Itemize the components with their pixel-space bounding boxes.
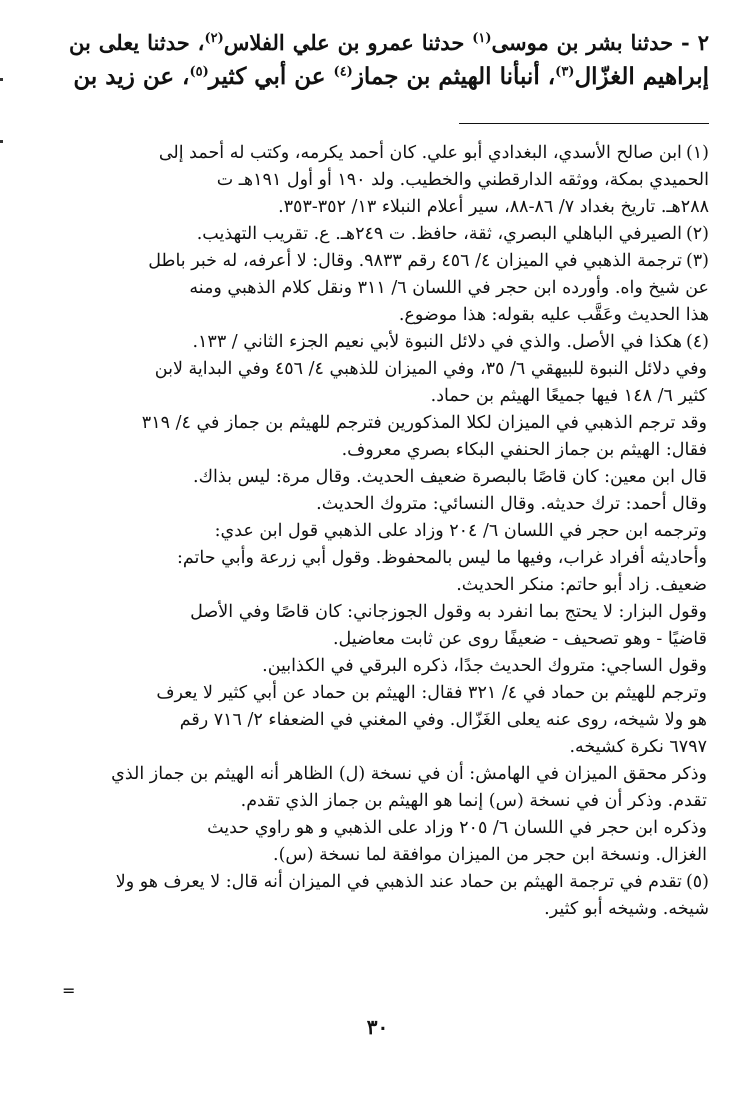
footnote-line: وقال أحمد: ترك حديثه. وقال النسائي: متروك الحديث. [316, 494, 707, 514]
footnote-line [67, 140, 709, 167]
footnote-paragraph [67, 680, 709, 761]
footnote-line [67, 221, 709, 248]
footnote-text: هكذا في الأصل. والذي في دلائل النبوة لأبي نعيم الجزء الثاني / ١٣٣. [192, 332, 682, 352]
footnote-line: هو ولا شيخه، روى عنه يعلى الغَزّال. وفي المغني في الضعفاء ٢/ ٧١٦ رقم [179, 710, 707, 730]
footnote-line: تقدم. وذكر أن في نسخة (س) إنما هو الهيثم بن جماز الذي تقدم. [240, 791, 707, 811]
footnote [67, 221, 709, 248]
footnote-number: (٥) [685, 872, 709, 892]
main-text-run: ، عن زيد بن [73, 63, 190, 90]
footnote-ref: (٤) [333, 64, 353, 80]
footnote-line: وقول الساجي: متروك الحديث جدًا، ذكره البرقي في الكذابين. [262, 656, 707, 676]
footnote-ref: (١) [472, 31, 492, 46]
footnote-line: فقال: الهيثم بن جماز الحنفي البكاء بصري معروف. [341, 440, 707, 460]
margin-mark [0, 140, 3, 143]
footnote-line [67, 302, 709, 329]
footnote-text: ابن صالح الأسدي، البغدادي أبو علي. كان أحمد يكرمه، وكتب له أحمد إلى [158, 143, 682, 163]
footnote-number: (٣) [685, 251, 709, 271]
footnote-line [67, 275, 709, 302]
main-text-run: إبراهيم الغزّال [574, 63, 709, 90]
footnote-text: ترجمة الذهبي في الميزان ٤/ ٤٥٦ رقم ٩٨٣٣. وقال: لا أعرفه، له خبر باطل [148, 251, 682, 271]
footnote-number: (٤) [685, 332, 709, 352]
footnote-line: ٦٧٩٧ نكرة كشيخه. [569, 737, 707, 757]
footnote-line: وفي دلائل النبوة للبيهقي ٦/ ٣٥، وفي الميزان للذهبي ٤/ ٤٥٦ وفي البداية لابن [154, 359, 707, 379]
footnote-line: وترجمه ابن حجر في اللسان ٦/ ٢٠٤ وزاد على الذهبي قول ابن عدي: [214, 521, 707, 541]
footnote-line: وأحاديثه أفراد غراب، وفيها ما ليس بالمحفوظ. وقول أبي زرعة وأبي حاتم: [177, 548, 707, 568]
footnote-text: هذا الحديث وعَقَّب عليه بقوله: هذا موضوع. [398, 305, 709, 325]
footnote-paragraph [67, 653, 709, 680]
footnote-line: وذكر محقق الميزان في الهامش: أن في نسخة (ل) الظاهر أنه الهيثم بن جماز الذي [111, 764, 707, 784]
footnote-line: الغزال. ونسخة ابن حجر من الميزان موافقة لما نسخة (س). [273, 845, 707, 865]
footnote-paragraph [67, 815, 709, 869]
footnote-text: الصيرفي الباهلي البصري، ثقة، حافظ. ت ٢٤٩هـ. ع. تقريب التهذيب. [196, 224, 682, 244]
margin-mark [0, 78, 3, 81]
footnote-text: عن شيخ واه. وأورده ابن حجر في اللسان ٦/ ٣١١ ونقل كلام الذهبي ومنه [189, 278, 709, 298]
footnote-ref: (٣) [555, 64, 575, 80]
main-text-run: ٢ - حدثنا بشر بن موسى [491, 30, 709, 55]
footnote-paragraph [67, 491, 709, 518]
footnote-paragraph [67, 464, 709, 491]
footnote-paragraph [67, 356, 709, 410]
main-text-run: ، حدثنا يعلى بن [69, 30, 205, 55]
footnote-text: ٢٨٨هـ. تاريخ بغداد ٧/ ٨٦-٨٨، سير أعلام النبلاء ١٣/ ٣٥٢-٣٥٣. [278, 197, 709, 217]
footnote [67, 869, 709, 923]
footnote-line: قاضيًا - وهو تصحيف - ضعيفًا روى عن ثابت معاضيل. [332, 629, 707, 649]
main-text-run: عن أبي كثير [208, 63, 334, 90]
footnote-number: (٢) [685, 224, 709, 244]
footnote-paragraph [67, 761, 709, 815]
footnote-line: وترجم للهيثم بن حماد في ٤/ ٣٢١ فقال: الهيثم بن حماد عن أبي كثير لا يعرف [156, 683, 707, 703]
main-text-run: ، أنبأنا الهيثم بن جماز [352, 63, 556, 90]
footnote-line: كثير ٦/ ١٤٨ فيها جميعًا الهيثم بن حماد. [430, 386, 707, 406]
footnote-ref: (٢) [204, 31, 224, 46]
footnote-text: شيخه. وشيخه أبو كثير. [544, 899, 709, 919]
footnote-line [67, 869, 709, 896]
continuation-mark: = [62, 981, 76, 1000]
footnote-paragraph [67, 410, 709, 464]
footnote-line: وقد ترجم الذهبي في الميزان لكلا المذكورين فترجم للهيثم بن جماز في ٤/ ٣١٩ [141, 413, 707, 433]
footnote-paragraph [67, 599, 709, 653]
footnote-line: وقول البزار: لا يحتج بما انفرد به وقول الجوزجاني: كان قاصًا وفي الأصل [190, 602, 707, 622]
footnote-line: قال ابن معين: كان قاصًا بالبصرة ضعيف الحديث. وقال مرة: ليس بذاك. [193, 467, 707, 487]
main-line [69, 60, 709, 94]
footnote-text: الحميدي بمكة، ووثقه الدارقطني والخطيب. ولد ١٩٠ أو أول ١٩١هـ ت [216, 170, 709, 190]
footnote-text: تقدم في ترجمة الهيثم بن حماد عند الذهبي في الميزان أنه قال: لا يعرف هو ولا [115, 872, 682, 892]
footnote [67, 140, 709, 221]
footnote-line [67, 167, 709, 194]
page-number: ٣٠ [366, 1015, 389, 1039]
footnote-line: ضعيف. زاد أبو حاتم: منكر الحديث. [456, 575, 707, 595]
footnotes [67, 140, 709, 923]
footnote-ref: (٥) [189, 64, 209, 80]
footnote-separator [459, 123, 709, 124]
footnote [67, 329, 709, 869]
footnote-paragraph [67, 518, 709, 599]
footnote-line [67, 329, 709, 356]
footnote-line [67, 896, 709, 923]
footnote-line [67, 194, 709, 221]
footnote-line [67, 248, 709, 275]
footnote [67, 248, 709, 329]
main-line [69, 26, 709, 60]
hadith-text [69, 26, 709, 94]
footnote-number: (١) [685, 143, 709, 163]
main-text-run: حدثنا عمرو بن علي الفلاس [223, 30, 473, 55]
footnote-line: وذكره ابن حجر في اللسان ٦/ ٢٠٥ وزاد على الذهبي و هو راوي حديث [207, 818, 707, 838]
